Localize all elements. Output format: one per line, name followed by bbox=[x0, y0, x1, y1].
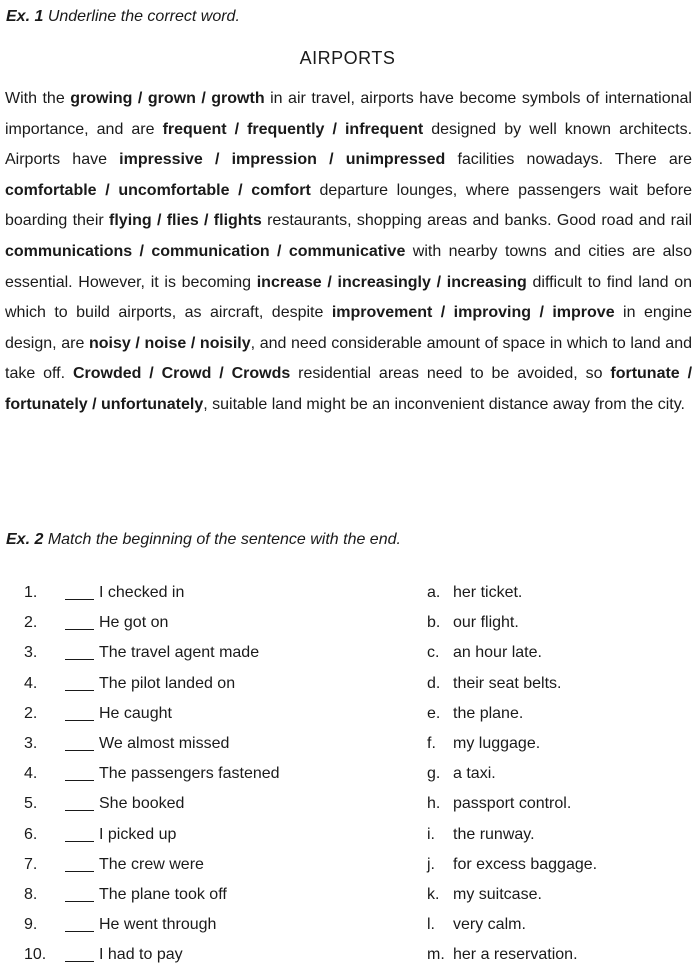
matching-row bbox=[0, 669, 695, 699]
sentence-ending: an hour late. bbox=[453, 644, 542, 662]
ending-letter: j. bbox=[427, 855, 435, 873]
ending-letter: m. bbox=[427, 946, 445, 964]
sentence-ending: my luggage. bbox=[453, 734, 541, 752]
answer-blank[interactable] bbox=[65, 599, 94, 600]
sentence-ending: their seat belts. bbox=[453, 674, 562, 692]
passage-text-segment: in engine design, are bbox=[5, 304, 693, 352]
matching-row bbox=[0, 759, 695, 789]
sentence-ending: a taxi. bbox=[453, 765, 496, 783]
answer-blank[interactable] bbox=[65, 629, 94, 630]
answer-blank[interactable] bbox=[65, 931, 94, 932]
sentence-ending: her ticket. bbox=[453, 584, 523, 601]
sentence-beginning: The pilot landed on bbox=[99, 674, 236, 692]
passage-text-segment: facilities nowadays. There are bbox=[445, 151, 693, 169]
answer-blank[interactable] bbox=[65, 810, 94, 811]
item-number: 6. bbox=[24, 825, 38, 843]
word-choice-option[interactable]: fortunate / fortunately / unfortunately bbox=[5, 365, 693, 413]
answer-blank[interactable] bbox=[65, 659, 94, 660]
item-number: 5. bbox=[24, 795, 38, 813]
sentence-beginning: I picked up bbox=[99, 825, 177, 843]
answer-blank[interactable] bbox=[65, 901, 94, 902]
item-number: 4. bbox=[24, 674, 38, 692]
matching-row bbox=[0, 910, 695, 940]
word-choice-option[interactable]: impressive / impression / unimpressed bbox=[119, 151, 446, 169]
matching-row bbox=[0, 699, 695, 729]
sentence-ending: the runway. bbox=[453, 825, 535, 843]
sentence-ending: her a reservation. bbox=[453, 946, 578, 964]
ex2-label: Ex. 2 bbox=[6, 531, 44, 548]
word-choice-option[interactable]: growing / grown / growth bbox=[70, 90, 265, 107]
word-choice-option[interactable]: flying / flies / flights bbox=[109, 212, 262, 230]
ex2-heading bbox=[6, 531, 401, 549]
ending-letter: d. bbox=[427, 674, 441, 692]
passage-text-segment: restaurants, shopping areas and banks. Good road and rail bbox=[261, 212, 693, 230]
passage-title: AIRPORTS bbox=[299, 48, 396, 68]
word-choice-option[interactable]: improvement / improving / improve bbox=[331, 304, 615, 322]
word-choice-option[interactable]: communications / communication / communicative bbox=[5, 242, 406, 260]
item-number: 1. bbox=[24, 584, 38, 601]
sentence-ending: our flight. bbox=[453, 614, 519, 632]
matching-row bbox=[0, 850, 695, 880]
matching-row bbox=[0, 608, 695, 638]
item-number: 2. bbox=[24, 704, 38, 722]
word-choice-option[interactable]: increase / increasingly / increasing bbox=[256, 273, 527, 291]
item-number: 7. bbox=[24, 855, 38, 873]
item-number: 3. bbox=[24, 734, 38, 752]
sentence-ending: the plane. bbox=[453, 704, 524, 722]
ending-letter: g. bbox=[427, 765, 441, 783]
passage-text-segment: difficult to find land on which to build airports, as aircraft, despite bbox=[5, 273, 692, 322]
sentence-beginning: I checked in bbox=[99, 584, 185, 601]
item-number: 10. bbox=[24, 946, 47, 964]
answer-blank[interactable] bbox=[65, 720, 94, 721]
matching-row bbox=[0, 940, 695, 970]
ex2-instruction: Match the beginning of the sentence with the end. bbox=[47, 531, 401, 548]
ending-letter: e. bbox=[427, 704, 441, 722]
answer-blank[interactable] bbox=[65, 871, 94, 872]
ending-letter: f. bbox=[427, 734, 436, 752]
sentence-beginning: The plane took off bbox=[99, 885, 227, 903]
ex1-instruction: Underline the correct word. bbox=[47, 8, 240, 25]
word-choice-option[interactable]: comfortable / uncomfortable / comfort bbox=[5, 181, 311, 199]
word-choice-option[interactable]: frequent / frequently / infrequent bbox=[162, 120, 424, 138]
answer-blank[interactable] bbox=[65, 780, 94, 781]
ex1-label: Ex. 1 bbox=[6, 8, 44, 25]
ending-letter: l. bbox=[427, 916, 435, 934]
item-number: 3. bbox=[24, 644, 38, 662]
answer-blank[interactable] bbox=[65, 750, 94, 751]
sentence-ending: for excess baggage. bbox=[453, 855, 598, 873]
word-choice-option[interactable]: noisy / noise / noisily bbox=[88, 334, 251, 352]
passage-text-segment: , suitable land might be an inconvenient distance away from the city. bbox=[203, 395, 685, 413]
passage-text-segment: residential areas need to be avoided, so bbox=[290, 365, 611, 383]
ending-letter: c. bbox=[427, 644, 440, 662]
item-number: 8. bbox=[24, 885, 38, 903]
sentence-beginning: He caught bbox=[99, 704, 172, 722]
sentence-ending: my suitcase. bbox=[453, 885, 542, 903]
answer-blank[interactable] bbox=[65, 841, 94, 842]
sentence-beginning: The crew were bbox=[99, 855, 204, 873]
passage-text-segment: departure lounges, where passengers wait before boarding their bbox=[5, 181, 692, 230]
item-number: 4. bbox=[24, 765, 38, 783]
matching-row bbox=[0, 729, 695, 759]
passage-text-segment: designed by well known architects. Airports have bbox=[5, 120, 693, 169]
sentence-ending: passport control. bbox=[453, 795, 572, 813]
ending-letter: i. bbox=[427, 825, 435, 843]
word-choice-option[interactable]: Crowded / Crowd / Crowds bbox=[72, 365, 291, 383]
passage-text-segment: , and need considerable amount of space in which to land and take off. bbox=[5, 334, 693, 383]
sentence-beginning: He got on bbox=[99, 614, 169, 632]
ending-letter: h. bbox=[427, 795, 441, 813]
sentence-beginning: She booked bbox=[99, 795, 185, 813]
answer-blank[interactable] bbox=[65, 961, 94, 962]
sentence-ending: very calm. bbox=[453, 916, 526, 934]
matching-row bbox=[0, 578, 695, 608]
ending-letter: b. bbox=[427, 614, 441, 632]
item-number: 9. bbox=[24, 916, 38, 934]
sentence-beginning: The travel agent made bbox=[99, 644, 260, 662]
ex1-heading bbox=[6, 8, 240, 26]
passage-text-segment: with nearby towns and cities are also essential. However, it is becoming bbox=[5, 242, 692, 291]
item-number: 2. bbox=[24, 614, 38, 632]
matching-row bbox=[0, 820, 695, 850]
passage-text-segment: in air travel, airports have become symbols of international importance, and are bbox=[5, 90, 692, 138]
sentence-beginning: The passengers fastened bbox=[99, 765, 280, 783]
passage-text bbox=[5, 84, 692, 421]
passage-text-segment: With the bbox=[5, 90, 71, 107]
matching-list bbox=[0, 578, 695, 970]
matching-row bbox=[0, 638, 695, 668]
matching-row bbox=[0, 880, 695, 910]
matching-row bbox=[0, 789, 695, 819]
ending-letter: k. bbox=[427, 885, 440, 903]
ending-letter: a. bbox=[427, 584, 441, 601]
answer-blank[interactable] bbox=[65, 690, 94, 691]
sentence-beginning: He went through bbox=[99, 916, 217, 934]
sentence-beginning: We almost missed bbox=[99, 734, 230, 752]
sentence-beginning: I had to pay bbox=[99, 946, 183, 964]
